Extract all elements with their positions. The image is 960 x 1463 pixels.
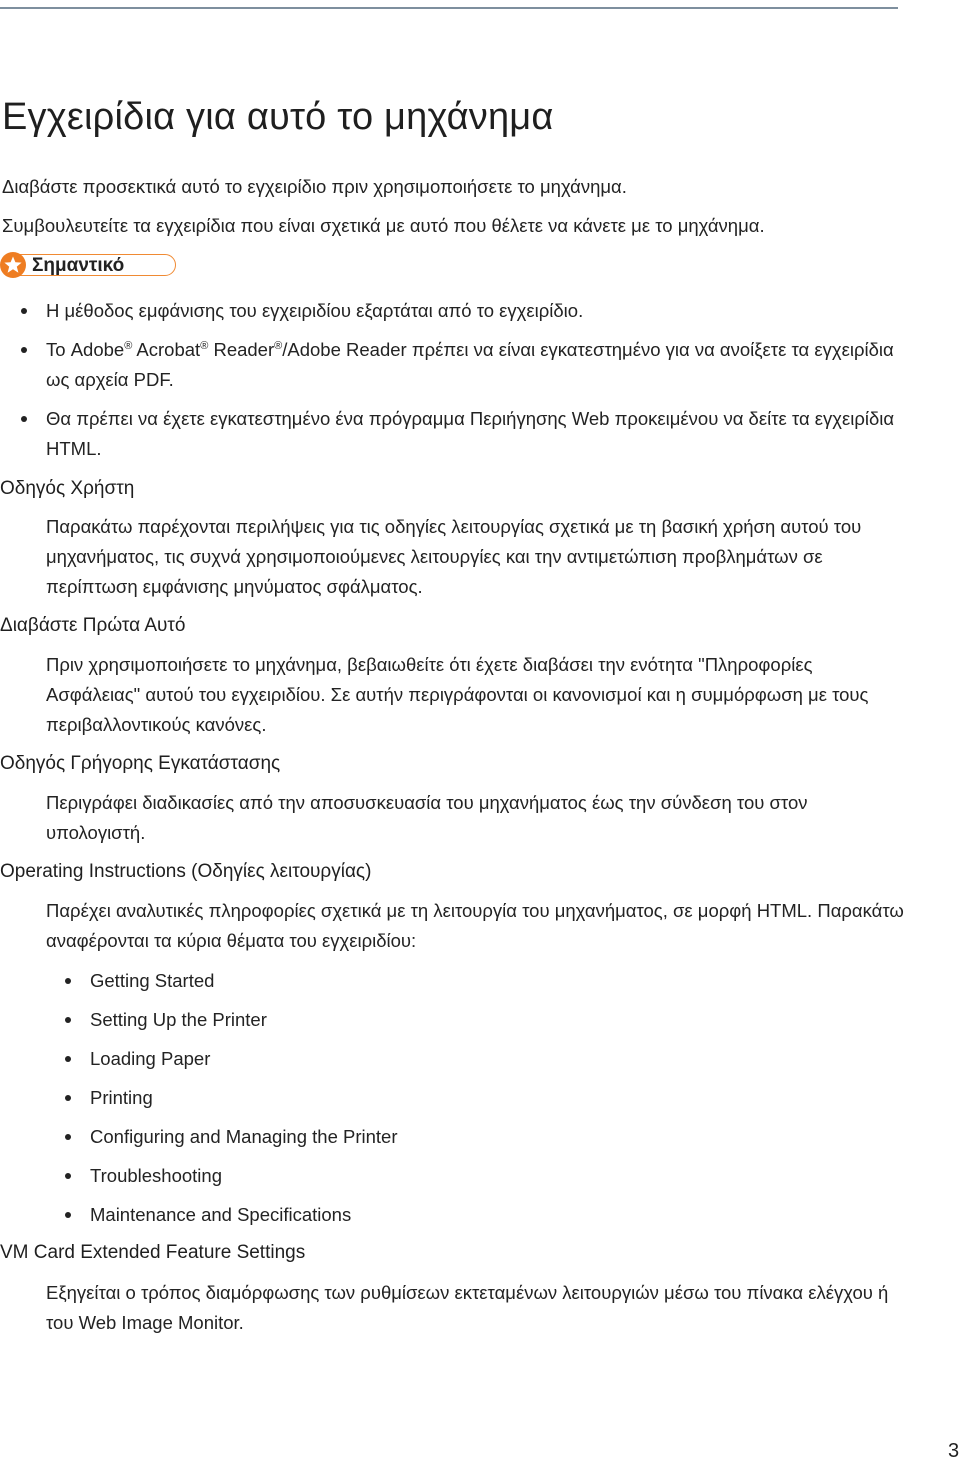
bullet-icon (65, 1173, 71, 1179)
header-rule (0, 7, 898, 9)
section-body: Παρέχει αναλυτικές πληροφορίες σχετικά με τη λειτουργία του μηχανήματος, σε μορφή HTML. Παρακάτω αναφέρονται τα κύρια θέματα του εγχειριδίου: (46, 900, 904, 951)
important-item (46, 404, 906, 464)
section-heading: Διαβάστε Πρώτα Αυτό (0, 615, 186, 636)
topics-list (90, 966, 790, 1239)
bullet-icon (65, 978, 71, 984)
page-number: 3 (948, 1440, 960, 1462)
section-body: Παρακάτω παρέχονται περιλήψεις για τις οδηγίες λειτουργίας σχετικά με τη βασική χρήση αυτού του μηχανήματος, τις συχνά χρησιμοποιούμενες λειτουργίες και την αντιμετώπιση προβλημάτων σε περίπτωση εμφάνισης μηνύματος σφάλματος. (46, 516, 862, 597)
bullet-icon (21, 347, 27, 353)
list-item-text: Configuring and Managing the Printer (90, 1126, 398, 1147)
list-item (90, 1005, 790, 1044)
list-item (90, 966, 790, 1005)
section-body: Περιγράφει διαδικασίες από την αποσυσκευασία του μηχανήματος έως την σύνδεση του στον υπολογιστή. (46, 792, 808, 843)
registered-mark: ® (200, 339, 209, 352)
list-item-text: Troubleshooting (90, 1165, 222, 1186)
registered-mark: ® (124, 339, 133, 352)
intro-line-2: Συμβουλευτείτε τα εγχειρίδια που είναι σχετικά με αυτό που θέλετε να κάνετε με το μηχάνημα. (2, 215, 765, 236)
list-item-text: Printing (90, 1087, 153, 1108)
bullet-icon (21, 308, 27, 314)
list-item (90, 1161, 790, 1200)
bullet-icon (65, 1017, 71, 1023)
bullet-icon (21, 416, 27, 422)
list-item-text: Setting Up the Printer (90, 1009, 267, 1030)
important-item (46, 335, 906, 395)
section-heading: Οδηγός Χρήστη (0, 478, 135, 499)
section-heading: Operating Instructions (Οδηγίες λειτουργίας) (0, 861, 372, 882)
section-body: Εξηγείται ο τρόπος διαμόρφωσης των ρυθμίσεων εκτεταμένων λειτουργιών μέσω του πίνακα ελέγχου ή του Web Image Monitor. (46, 1282, 889, 1333)
important-item (46, 296, 906, 326)
bullet-icon (65, 1134, 71, 1140)
important-badge (0, 252, 180, 280)
important-item-text: Η μέθοδος εμφάνισης του εγχειριδίου εξαρτάται από το εγχειρίδιο. (46, 300, 584, 321)
bullet-icon (65, 1212, 71, 1218)
section-body: Πριν χρησιμοποιήσετε το μηχάνημα, βεβαιωθείτε ότι έχετε διαβάσει την ενότητα "Πληροφορίες Ασφάλειας" αυτού του εγχειριδίου. Σε αυτήν περιγράφονται οι κανονισμοί και η συμμόρφωση με τους περιβαλλοντικούς κανόνες. (46, 654, 869, 735)
important-label: Σημαντικό (32, 255, 125, 276)
bullet-icon (65, 1056, 71, 1062)
list-item (90, 1044, 790, 1083)
list-item (90, 1200, 790, 1239)
list-item-text: Loading Paper (90, 1048, 211, 1069)
list-item-text: Maintenance and Specifications (90, 1204, 352, 1225)
page-title: Εγχειρίδια για αυτό το μηχάνημα (2, 96, 554, 138)
list-item (90, 1083, 790, 1122)
important-list (46, 296, 906, 473)
registered-mark: ® (274, 339, 283, 352)
list-item-text: Getting Started (90, 970, 215, 991)
section-heading: VM Card Extended Feature Settings (0, 1242, 306, 1263)
important-item-text-part: /Adobe Reader πρέπει να είναι εγκατεστημένο για να ανοίξετε τα εγχειρίδια ως αρχεία PDF. (46, 339, 894, 390)
important-item-text: Θα πρέπει να έχετε εγκατεστημένο ένα πρόγραμμα Περιήγησης Web προκειμένου να δείτε τα εγχειρίδια HTML. (46, 408, 895, 459)
important-item-text-part: Acrobat (132, 339, 201, 360)
bullet-icon (65, 1095, 71, 1101)
intro-line-1: Διαβάστε προσεκτικά αυτό το εγχειρίδιο πριν χρησιμοποιήσετε το μηχάνημα. (2, 176, 627, 197)
section-heading: Οδηγός Γρήγορης Εγκατάστασης (0, 753, 281, 774)
important-item-text-part: Το Adobe (46, 339, 125, 360)
important-item-text-part: Reader (208, 339, 275, 360)
star-icon (0, 252, 26, 278)
list-item (90, 1122, 790, 1161)
